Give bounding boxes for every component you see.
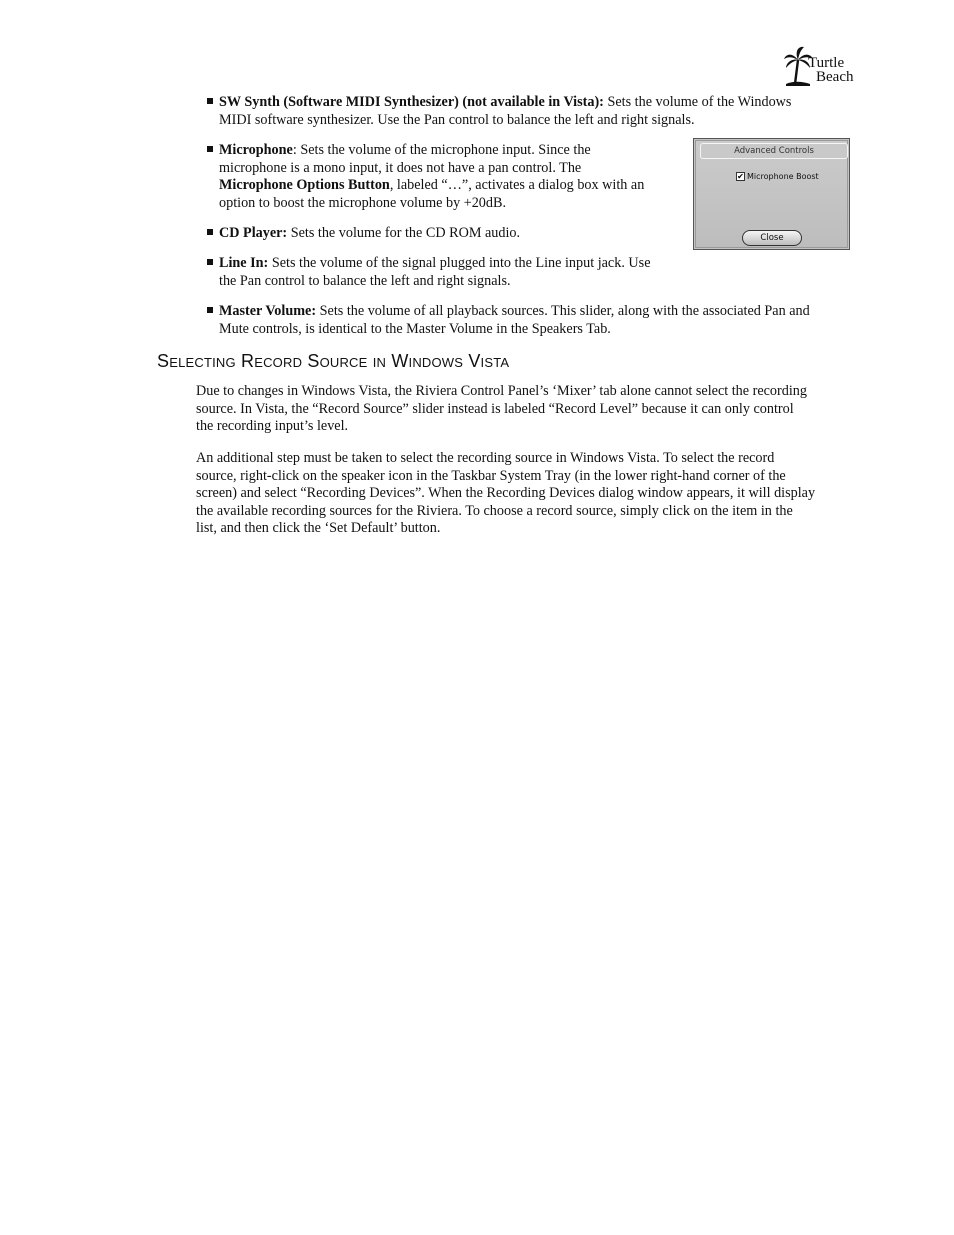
bullet-title: CD Player: [219, 225, 288, 241]
bullet-bold-term: Microphone Options Button [219, 177, 390, 194]
paragraph-line: the available recording sources for the Riviera. To choose a record source, simply click on the item in the [196, 502, 793, 519]
bullet-square-icon [207, 229, 213, 235]
bullet-text: Mute controls, is identical to the Master Volume in the Speakers Tab. [219, 320, 611, 337]
bullet-text: MIDI software synthesizer. Use the Pan control to balance the left and right signals. [219, 111, 695, 128]
bullet-text: : Sets the volume of the microphone input. Since the [292, 142, 591, 158]
section-heading: Selecting Record Source in Windows Vista [157, 351, 510, 371]
bullet-text: Sets the volume of the Windows [603, 94, 792, 110]
bullet-square-icon [207, 259, 213, 265]
paragraph-line: source. In Vista, the “Record Source” slider instead is labeled “Record Level” because it can only control [196, 400, 794, 417]
bullet-title: Line In: [219, 255, 269, 271]
paragraph-line: Due to changes in Windows Vista, the Riviera Control Panel’s ‘Mixer’ tab alone cannot select the recording [196, 383, 807, 399]
turtle-beach-logo [784, 46, 856, 88]
dialog-title: Advanced Controls [700, 143, 848, 159]
bullet-text: , labeled “…”, activates a dialog box with an [389, 177, 645, 194]
bullet-text: the Pan control to balance the left and right signals. [219, 272, 511, 289]
paragraph-line: source, right-click on the speaker icon in the Taskbar System Tray (in the lower right-hand corner of the [196, 467, 786, 484]
bullet-square-icon [207, 98, 213, 104]
bullet-text: Sets the volume of all playback sources. This slider, along with the associated Pan and [316, 303, 810, 319]
bullet-title: Microphone [219, 142, 293, 158]
logo-text-beach: Beach [816, 69, 854, 85]
bullet-text: option to boost the microphone volume by +20dB. [219, 194, 506, 211]
microphone-boost-label: Microphone Boost [747, 172, 819, 181]
microphone-boost-checkbox[interactable]: ✔ [737, 172, 744, 181]
bullet-text: Sets the volume for the CD ROM audio. [287, 225, 521, 241]
paragraph-line: list, and then click the ‘Set Default’ button. [196, 520, 441, 537]
bullet-square-icon [207, 146, 213, 152]
bullet-text: Sets the volume of the signal plugged into the Line input jack. Use [268, 255, 651, 271]
bullet-text: microphone is a mono input, it does not have a pan control. The [219, 159, 582, 176]
paragraph-line: screen) and select “Recording Devices”. When the Recording Devices dialog window appears, it will display [196, 485, 816, 502]
advanced-controls-dialog [693, 138, 850, 250]
paragraph-line: An additional step must be taken to select the recording source in Windows Vista. To select the record [196, 450, 775, 466]
bullet-title: SW Synth (Software MIDI Synthesizer) (not available in Vista): [219, 94, 604, 110]
close-button[interactable]: Close [742, 230, 802, 246]
paragraph-vista-changes [196, 383, 807, 436]
bullet-title: Master Volume: [219, 303, 317, 319]
paragraph-line: the recording input’s level. [196, 418, 349, 435]
bullet-square-icon [207, 307, 213, 313]
logo-text-turtle: Turtle [808, 55, 845, 71]
paragraph-select-source [196, 450, 815, 538]
